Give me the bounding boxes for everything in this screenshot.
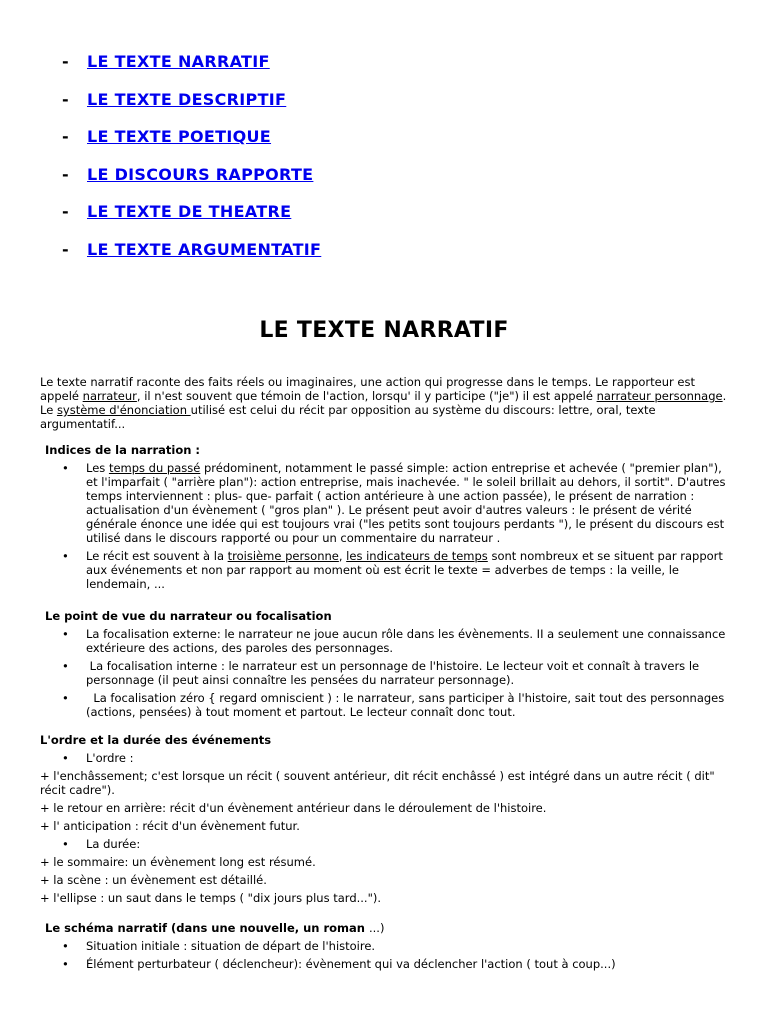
ordre-plus-line: + l'enchâssement; c'est lorsque un récit ( souvent antérieur, dit récit enchâssé ) est intégré dans un autre récit ( dit" récit cadre"). bbox=[40, 769, 715, 797]
list-item bbox=[40, 957, 730, 971]
item-text: , bbox=[338, 549, 347, 563]
section-heading-schema bbox=[40, 921, 730, 935]
list-item bbox=[40, 627, 730, 655]
item-text: Le récit est souvent à la bbox=[86, 549, 228, 563]
intro-text: . Le bbox=[40, 389, 727, 417]
bullet-icon: • bbox=[62, 461, 69, 475]
toc-dash: - bbox=[62, 89, 69, 109]
bullet-icon: • bbox=[62, 549, 69, 563]
duree-plus-line: + la scène : un évènement est détaillé. bbox=[40, 873, 267, 887]
list-item bbox=[40, 659, 730, 687]
toc-dash: - bbox=[62, 127, 69, 147]
list-item bbox=[40, 751, 730, 765]
narrateur-personnage-link[interactable]: narrateur personnage bbox=[596, 389, 723, 403]
toc-link-poetique[interactable]: LE TEXTE POETIQUE bbox=[87, 127, 272, 147]
bullet-icon: • bbox=[62, 837, 69, 851]
section-heading-indices: Indices de la narration : bbox=[45, 443, 201, 457]
page-title: LE TEXTE NARRATIF bbox=[259, 318, 509, 343]
toc-link-narratif[interactable]: LE TEXTE NARRATIF bbox=[87, 52, 270, 71]
ordre-plus-line: + l' anticipation : récit d'un évènement futur. bbox=[40, 819, 300, 833]
item-text: La focalisation interne : le narrateur est un personnage de l'histoire. Le lecteur voit et connaît à travers le personnage (il peut ainsi connaître les pensées du narrateur personnage). bbox=[86, 659, 703, 687]
toc-item bbox=[62, 202, 321, 240]
item-text: Situation initiale : situation de départ de l'histoire. bbox=[86, 939, 376, 953]
item-text: Élément perturbateur ( déclencheur): évènement qui va déclencher l'action ( tout à coup...) bbox=[86, 957, 616, 971]
indices-list bbox=[40, 461, 730, 591]
table-of-contents bbox=[62, 52, 321, 278]
bullet-icon: • bbox=[62, 751, 69, 765]
ordre-plus-line: + le retour en arrière: récit d'un évènement antérieur dans le déroulement de l'histoire. bbox=[40, 801, 547, 815]
item-text: prédominent, notamment le passé simple: action entreprise et achevée ( "premier plan"), et l'imparfait ( "arrière plan"): action entreprise, mais inachevée. " le soleil brillait au dehors, il sortit". D'autres temps interviennent : plus- que- parfait ( action antérieure à une action passée), le présent de narration : actualisation d'un évènement ( "gros plan" ). Le présent peut avoir d'autres valeurs : le présent de vérité générale énonce une idée qui est toujours vrai ("les petits sont toujours perdants "), le présent du discours est utilisé dans le discours rapporté ou pour un commentaire du narrateur . bbox=[86, 461, 726, 545]
toc-link-discours[interactable]: LE DISCOURS RAPPORTE bbox=[87, 164, 314, 184]
section-heading-ordre: L'ordre et la durée des événements bbox=[40, 733, 272, 747]
bullet-icon: • bbox=[62, 957, 69, 971]
bullet-icon: • bbox=[62, 659, 69, 673]
ordre-list bbox=[40, 751, 730, 765]
indicateurs-temps-link[interactable]: les indicateurs de temps bbox=[346, 549, 488, 563]
item-text: Les bbox=[86, 461, 109, 475]
item-text: sont nombreux et se situent par rapport aux événements et non par rapport au moment où est écrit le texte = adverbes de temps : la veille, le lendemain, ... bbox=[86, 549, 723, 591]
item-text: La focalisation zéro { regard omniscient ) : le narrateur, sans participer à l'histoire, sait tout des personnages (actions, pensées) à tout moment et partout. Le lecteur connaît donc tout. bbox=[86, 691, 728, 719]
temps-passe-link[interactable]: temps du passé bbox=[108, 461, 201, 475]
toc-item bbox=[62, 127, 321, 165]
item-text: L'ordre : bbox=[86, 751, 134, 765]
section-heading-focalisation: Le point de vue du narrateur ou focalisation bbox=[45, 609, 332, 623]
list-item bbox=[40, 837, 730, 851]
toc-link-theatre[interactable]: LE TEXTE DE THEATRE bbox=[87, 202, 292, 222]
toc-dash: - bbox=[62, 239, 69, 259]
narrateur-link[interactable]: narrateur bbox=[82, 389, 137, 403]
toc-item bbox=[62, 90, 321, 128]
list-item bbox=[40, 691, 730, 719]
bullet-icon: • bbox=[62, 939, 69, 953]
duree-plus-line: + l'ellipse : un saut dans le temps ( "dix jours plus tard..."). bbox=[40, 891, 382, 905]
duree-list bbox=[40, 837, 730, 851]
focalisation-list bbox=[40, 627, 730, 719]
schema-heading-text: Le schéma narratif (dans une nouvelle, un roman bbox=[45, 921, 369, 935]
bullet-icon: • bbox=[62, 627, 69, 641]
toc-link-argumentatif[interactable]: LE TEXTE ARGUMENTATIF bbox=[87, 239, 322, 259]
schema-list bbox=[40, 939, 730, 971]
intro-paragraph bbox=[40, 375, 730, 431]
item-text: La focalisation externe: le narrateur ne joue aucun rôle dans les évènements. II a seulement une connaissance extérieure des actions, des paroles des personnages. bbox=[86, 627, 726, 655]
intro-text: Le texte narratif raconte des faits réels ou imaginaires, une action qui progresse dans le temps. Le rapporteur est appelé bbox=[40, 375, 695, 403]
toc-item bbox=[62, 240, 321, 278]
intro-text: utilisé est celui du récit par opposition au système du discours: lettre, oral, texte argumentatif... bbox=[40, 403, 656, 431]
troisieme-personne-link[interactable]: troisième personne bbox=[227, 549, 339, 563]
duree-plus-line: + le sommaire: un évènement long est résumé. bbox=[40, 855, 316, 869]
list-item bbox=[40, 461, 730, 545]
intro-text: , il n'est souvent que témoin de l'action, lorsqu' il y participe ("je") il est appelé bbox=[136, 389, 597, 403]
toc-dash: - bbox=[62, 164, 69, 184]
toc-item bbox=[62, 165, 321, 203]
schema-heading-tail: ...) bbox=[369, 921, 385, 935]
bullet-icon: • bbox=[62, 691, 69, 705]
toc-item bbox=[62, 52, 321, 90]
main-content bbox=[40, 375, 730, 971]
toc-dash: - bbox=[62, 202, 69, 222]
toc-dash: - bbox=[62, 52, 69, 71]
list-item bbox=[40, 549, 730, 591]
systeme-enonciation-link[interactable]: système d'énonciation bbox=[56, 403, 191, 417]
toc-link-descriptif[interactable]: LE TEXTE DESCRIPTIF bbox=[87, 89, 287, 109]
list-item bbox=[40, 939, 730, 953]
item-text: La durée: bbox=[86, 837, 141, 851]
